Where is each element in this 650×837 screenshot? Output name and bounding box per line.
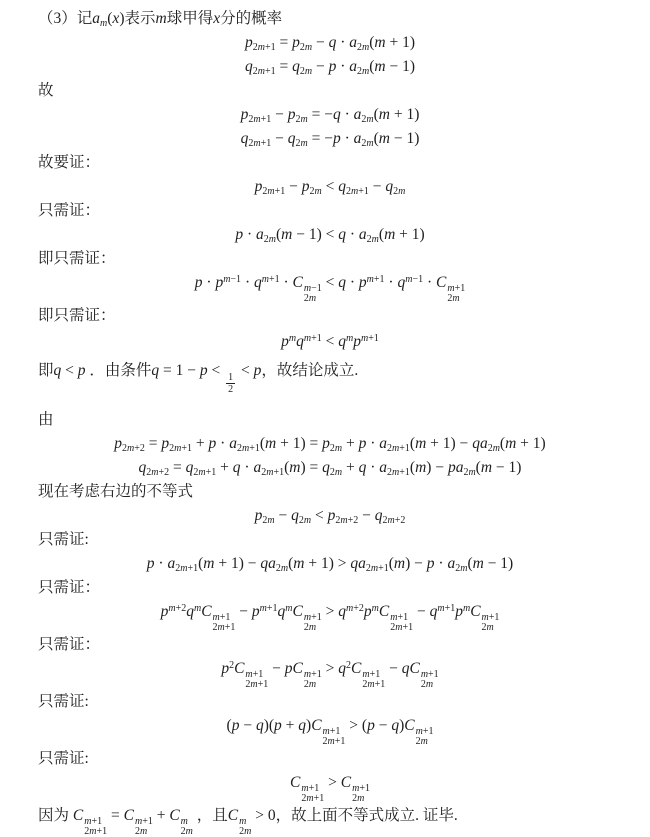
text-line: 只需证： — [38, 579, 101, 596]
stacked-scripts: m+1 2m+1 — [212, 612, 236, 633]
stacked-scripts: m+1 2m — [447, 283, 466, 304]
formula-line: C m+1 2m+1 > C m+1 2m — [290, 774, 370, 804]
stacked-scripts: m 2m — [239, 816, 252, 837]
text-line: 现在考虑右边的不等式 — [38, 483, 194, 500]
formula-line: $p_{2m} - q_{2m} < p_{2m+2} - q_{2m+2}$ — [254, 507, 406, 526]
stacked-scripts: m+1 2m — [303, 612, 322, 633]
text-line: 由 — [38, 411, 54, 428]
formula-line: $p \cdot a_{2m}(m - 1) < q \cdot a_{2m}(m + 1)$ — [235, 226, 425, 245]
stacked-scripts: m+1 2m+1 — [390, 612, 414, 633]
formula-line: $p^2C$ m+1 2m+1 − pC m+1 2m > $q^2C$ m+1 2m+1 − qC m+1 2m — [221, 660, 439, 690]
text-line: 故 — [38, 82, 54, 99]
stacked-scripts: m+1 2m+1 — [322, 726, 346, 747]
stacked-scripts: m+1 2m — [481, 612, 500, 633]
stacked-scripts: m+1 2m — [303, 669, 322, 690]
text-line: 只需证： — [38, 636, 101, 653]
stacked-scripts: m+1 2m+1 — [245, 669, 269, 690]
stacked-scripts: m 2m — [180, 816, 193, 837]
stacked-scripts: m−1 2m — [303, 283, 322, 304]
formula-line: $p \cdot p^{m-1} \cdot q^{m+1} \cdot C$ m−1 2m < $q \cdot p^{m+1} \cdot q^{m-1} \cdot C$ m+1 2m — [194, 274, 466, 304]
fraction: $\frac{1}{2}$ — [228, 372, 234, 395]
formula-line: $p \cdot a_{2m+1}(m + 1) - qa_{2m}(m + 1) > qa_{2m+1}(m) - p \cdot a_{2m}(m - 1)$ — [146, 555, 514, 574]
formula-line: $p^{m+2}q^mC$ m+1 2m+1 − $p^{m+1}q^mC$ m+1 2m > $q^{m+2}p^mC$ m+1 2m+1 − $q^{m+1}p^mC$ m+1 2m — [160, 603, 500, 633]
text-line: 只需证： — [38, 202, 101, 219]
formula-line: $p_{2m+1} - p_{2m} < q_{2m+1} - q_{2m}$ — [254, 178, 406, 197]
formula-line: $p_{2m+1} = p_{2m} - q \cdot a_{2m}(m + 1)$ — [244, 34, 416, 53]
text-line: 即q < p ．由条件q = 1 − p < $\frac{1}{2}$ < p，故结论成立. — [38, 362, 359, 395]
stacked-scripts: m+1 2m+1 — [84, 816, 108, 837]
text-line: 只需证: — [38, 531, 89, 548]
text-line: 只需证: — [38, 693, 89, 710]
stacked-scripts: m+1 2m — [134, 816, 153, 837]
stacked-scripts: m+1 2m — [420, 669, 439, 690]
text-line: 即只需证： — [38, 307, 116, 324]
text-line: 因为 C m+1 2m+1 = C m+1 2m + C m 2m ，且C m 2m > 0，故上面不等式成立. 证毕. — [38, 807, 458, 837]
text-line: 只需证: — [38, 750, 89, 767]
formula-line: (p − q)(p + q)C m+1 2m+1 > (p − q)C m+1 2m — [226, 717, 434, 747]
stacked-scripts: m+1 2m — [415, 726, 434, 747]
formula-line: $p_{2m+1} - p_{2m} = -q \cdot a_{2m}(m + 1)$ — [240, 106, 420, 125]
text-line: （3）记$a_m(x)$表示m球甲得x分的概率 — [38, 10, 283, 29]
stacked-scripts: m+1 2m+1 — [362, 669, 386, 690]
text-line: 即只需证： — [38, 250, 116, 267]
text-line: 故要证： — [38, 154, 101, 171]
formula-line: $q_{2m+1} = q_{2m} - p \cdot a_{2m}(m - 1)$ — [244, 58, 416, 77]
formula-line: $q_{2m+2} = q_{2m+1} + q \cdot a_{2m+1}(m) = q_{2m} + q \cdot a_{2m+1}(m) - pa_{2m}(m - 1)$ — [138, 459, 522, 478]
formula-line: $q_{2m+1} - q_{2m} = -p \cdot a_{2m}(m - 1)$ — [240, 130, 420, 149]
formula-line: $p_{2m+2} = p_{2m+1} + p \cdot a_{2m+1}(m + 1) = p_{2m} + p \cdot a_{2m+1}(m + 1) - qa_{2m}(m + 1)$ — [114, 435, 546, 454]
stacked-scripts: m+1 2m — [352, 783, 370, 804]
formula-line: $p^mq^{m+1} < q^mp^{m+1}$ — [281, 333, 379, 350]
stacked-scripts: m+1 2m+1 — [301, 783, 325, 804]
